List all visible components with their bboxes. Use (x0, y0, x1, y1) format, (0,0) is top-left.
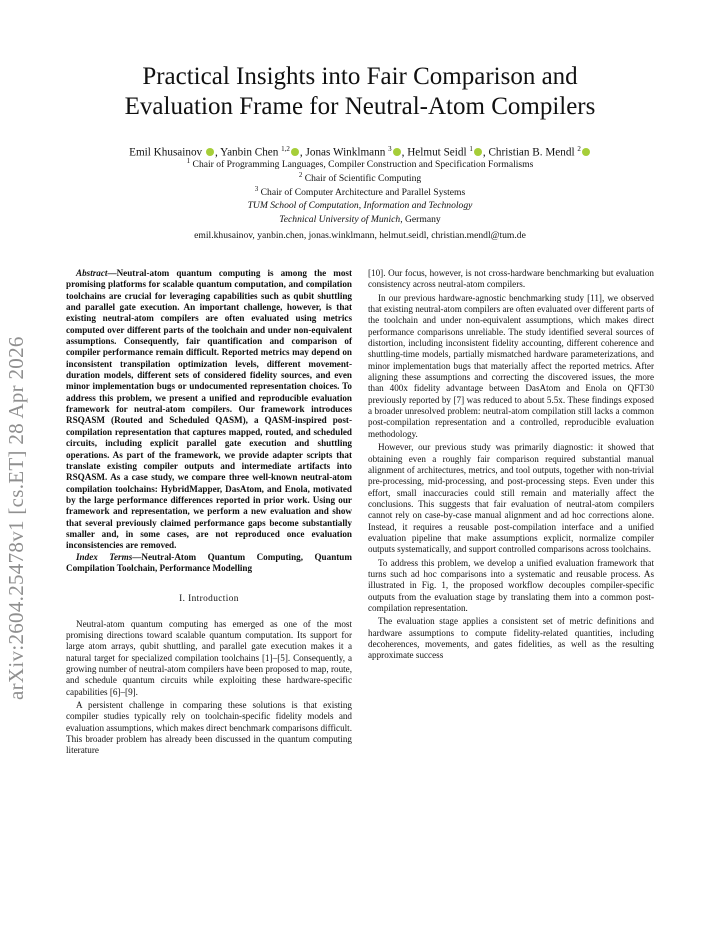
author-2-affil: 1,2 (281, 145, 290, 153)
author-3: , Jonas Winklmann (299, 146, 389, 159)
paper-title (60, 62, 660, 122)
left-column (66, 268, 352, 757)
affiliation-2-mark: 2 (298, 171, 303, 179)
body-paragraph: The evaluation stage applies a consistent set of metric definitions and hardware assumptions to compute fidelity-related quantities, including decoherences, movements, and gates fidelities, as well as the resulting approximate success (368, 616, 654, 661)
index-terms-text: —Neutral-Atom Quantum Computing, Quantum Compilation Toolchain, Performance Modelling (66, 551, 352, 573)
title-line-1: Practical Insights into Fair Comparison and (142, 63, 578, 90)
author-2: , Yanbin Chen (214, 146, 282, 159)
arxiv-stamp: arXiv:2604.25478v1 [cs.ET] 28 Apr 2026 (4, 336, 28, 700)
affiliation-3-mark: 3 (254, 185, 259, 193)
author-1: Emil Khusainov (129, 146, 203, 159)
author-5: , Christian B. Mendl (482, 146, 578, 159)
body-paragraph: To address this problem, we develop a unified evaluation framework that turns such ad hoc comparisons into a systematic and reusable process. As illustrated in Fig. 1, the proposed workflow decouples compiler-specific outputs from the evaluation stage by translating them into a common post-compilation representation. (368, 557, 654, 613)
author-emails[interactable]: emil.khusainov, yanbin.chen, jonas.winklmann, helmut.seidl, christian.mendl@tum.de (194, 230, 526, 241)
affiliation-2-text: Chair of Scientific Computing (302, 173, 422, 185)
university-line (60, 214, 660, 226)
author-4-affil: 1 (469, 145, 473, 153)
index-terms-label: Index Terms (76, 551, 133, 562)
affiliation-3 (60, 183, 660, 199)
author-5-affil: 2 (577, 145, 581, 153)
body-paragraph: A persistent challenge in comparing these solutions is that existing compiler studies typically rely on toolchain-specific fidelity models and evaluation assumptions, which makes direct benchmark comparisons difficult. This broader problem has already been discussed in the quantum computing literature (66, 700, 352, 756)
right-column (368, 268, 654, 662)
school-name: TUM School of Computation, Information and Technology (247, 200, 473, 211)
affiliation-1-mark: 1 (186, 157, 191, 165)
affiliation-1-text: Chair of Programming Languages, Compiler Construction and Specification Formalisms (190, 159, 534, 171)
body-paragraph: Neutral-atom quantum computing has emerged as one of the most promising directions toward scalable quantum computation. Its support for large atom arrays, qubit shuttling, and parallel gate execution makes it a natural target for specialized compilation toolchains [1]–[5]. Consequently, a growing number of neutral-atom compilers have been proposed to map, route, and schedule quantum circuits while exploiting these hardware-specific capabilities [6]–[9]. (66, 618, 352, 697)
section-heading: I. Introduction (179, 594, 239, 605)
body-paragraph: However, our previous study was primarily diagnostic: it showed that obtaining even a roughly fair comparison required substantial manual alignment of architectures, metrics, and tool outputs, together with non-trivial pre-processing, mid-processing, and post-processing steps. Even under this effort, small inaccuracies could still remain and materially affect the conclusions. This suggests that fair evaluation of neutral-atom compilers cannot rely on case-by-case manual alignment and ad hoc corrections alone. Instead, it requires a reusable post-compilation interface and a unified evaluation pipeline that make assumptions explicit, normalize compiler outputs systematically, and support controlled comparisons across toolchains. (368, 442, 654, 555)
abstract-text: —Neutral-atom quantum computing is among the most promising platforms for scalable quantum computation, and compilation toolchains are crucial for leveraging capabilities such as qubit shuttling and parallel gate execution. An important challenge, however, is that existing neutral-atom compilers are often evaluated using metrics computed over different parts of the toolchain and under non-equivalent assumptions. Consequently, fair quantification and comparison of compiler performance remain difficult. Reported metrics may depend on inconsistent transpilation optimization levels, different movement-duration models, different sets of considered fidelity sources, and even minor implementation bugs or undocumented representation choices. To address this problem, we present a unified and reproducible evaluation framework for neutral-atom compilers. Our framework introduces RSQASM (Routed and Scheduled QASM), a QASM-inspired post-compilation representation that captures mapped, routed, and scheduled circuits, including explicit parallel gate execution and shuttling operations. As part of the framework, we provide adapter scripts that translate existing compiler outputs and intermediate artifacts into RSQASM. As a case study, we compare three well-known neutral-atom compilation toolchains: HybridMapper, DasAtom, and Enola, motivated by the large performance differences reported in prior work. Using our framework and representation, we perform a new evaluation and show that several previously claimed performance gaps become substantially smaller and, in some cases, are not reproduced once evaluation inconsistencies are removed. (66, 268, 352, 551)
country: , Germany (400, 214, 441, 225)
university-name: Technical University of Munich (279, 214, 401, 225)
author-4: , Helmut Seidl (401, 146, 470, 159)
body-paragraph-continued: [10]. Our focus, however, is not cross-hardware benchmarking but evaluation consistency across neutral-atom compilers. (368, 268, 654, 290)
title-line-2: Evaluation Frame for Neutral-Atom Compilers (124, 93, 596, 120)
abstract-label: Abstract (76, 268, 108, 278)
affiliation-3-text: Chair of Computer Architecture and Parallel Systems (258, 187, 466, 199)
body-paragraph: In our previous hardware-agnostic benchmarking study [11], we observed that existing neutral-atom compilers are often evaluated over different parts of the toolchain and under non-equivalent assumptions, which makes direct performance comparisons unreliable. The study identified several sources of distortion, including inconsistent fidelity accounting, different coherence and shuttling-time models, partially mismatched hardware parameterizations, and minor implementation bugs that materially affect the reported metrics. After aligning these assumptions and correcting the discovered issues, the more than 400x fidelity advantage between DasAtom and Enola on QFT30 previously reported by [7] was reduced to about 5.5x. These findings exposed a broader unresolved problem: neutral-atom compilation still lacks a common post-compilation representation and a controlled, reproducible evaluation methodology. (368, 292, 654, 439)
index-terms (66, 552, 352, 575)
abstract (66, 268, 352, 552)
author-3-affil: 3 (388, 145, 392, 153)
